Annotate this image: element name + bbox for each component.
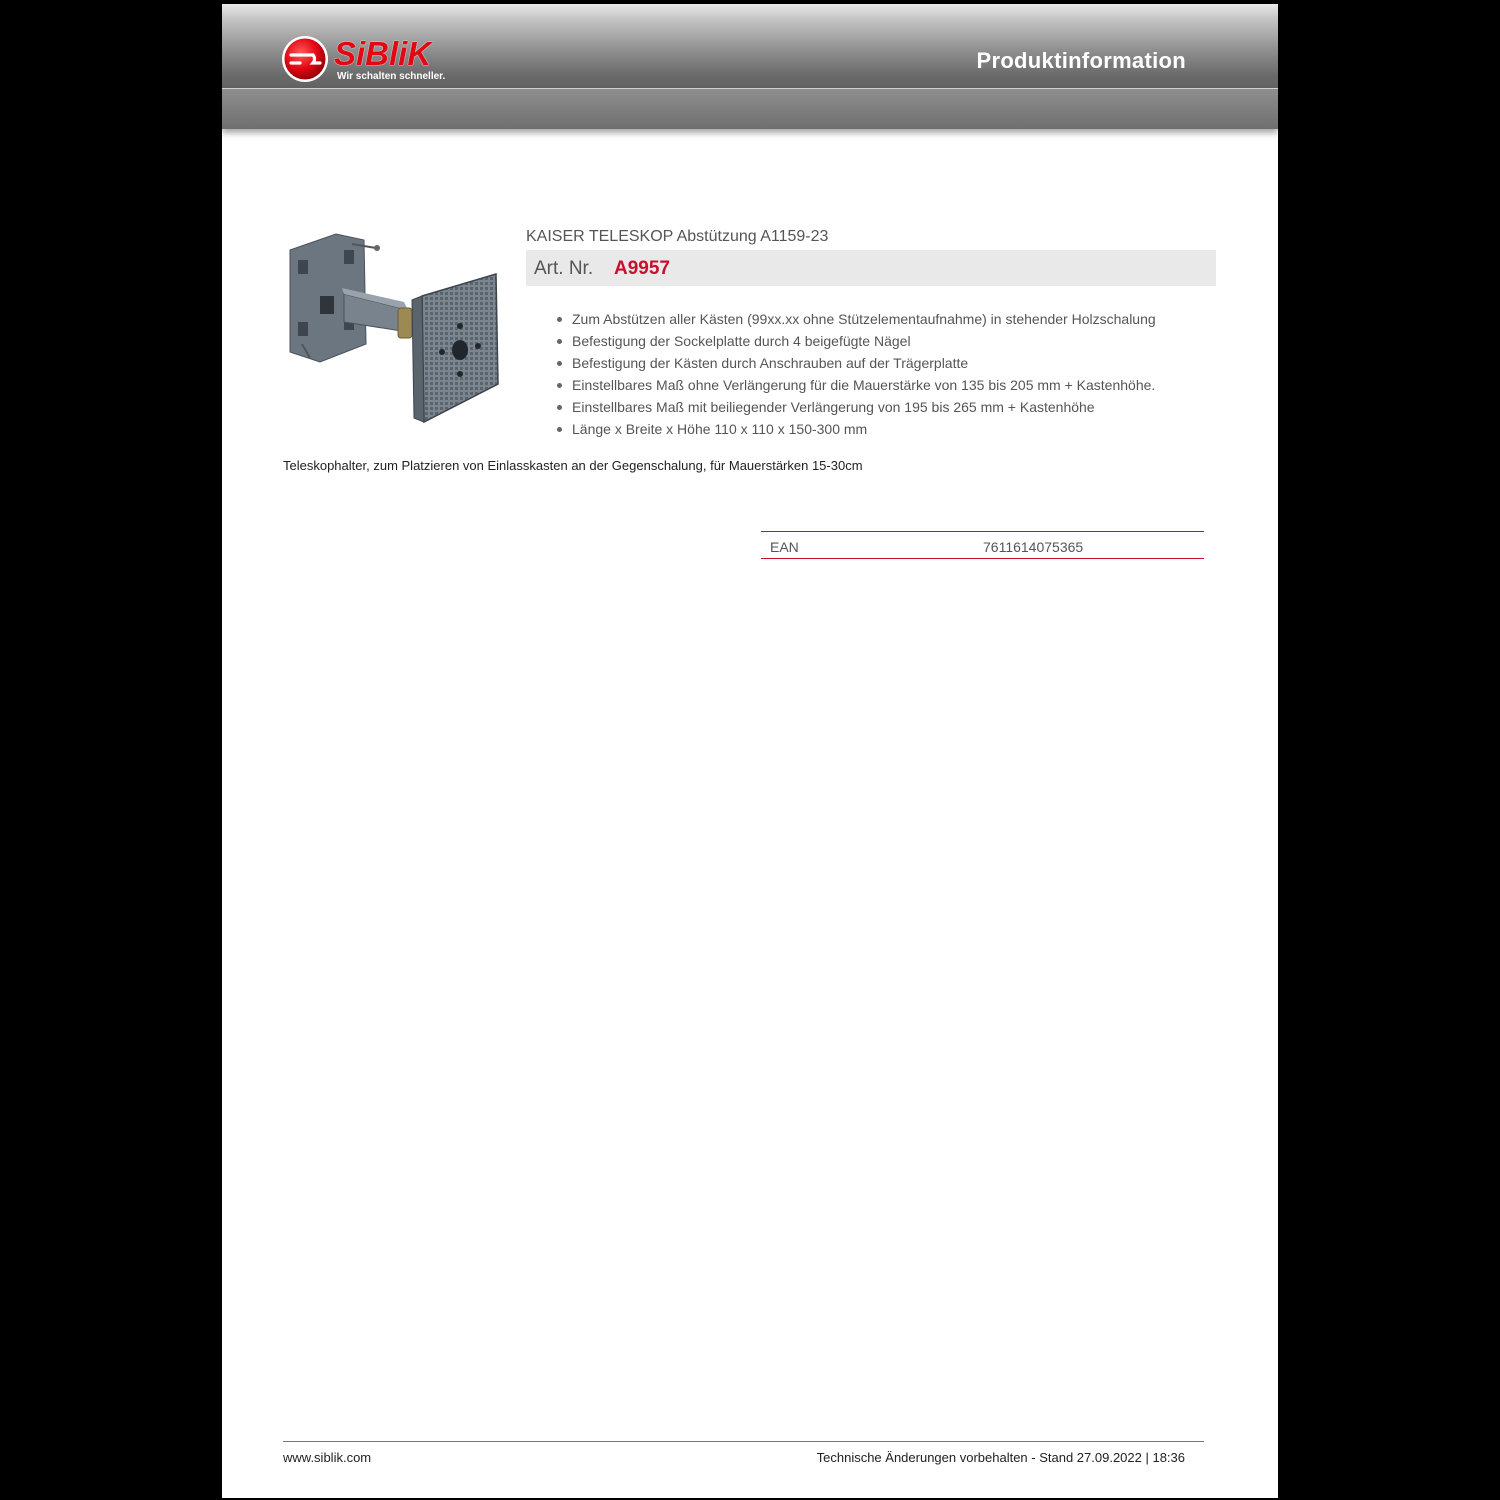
product-title: KAISER TELESKOP Abstützung A1159-23: [526, 228, 829, 245]
feature-item: Einstellbares Maß ohne Verlängerung für die Mauerstärke von 135 bis 205 mm + Kastenhöhe.: [556, 374, 1156, 396]
header-subbar: [222, 89, 1278, 129]
feature-item: Einstellbares Maß mit beiliegender Verlängerung von 195 bis 265 mm + Kastenhöhe: [556, 396, 1156, 418]
feature-item: Befestigung der Sockelplatte durch 4 beigefügte Nägel: [556, 330, 1156, 352]
ean-row: [761, 532, 1204, 558]
ean-value: 7611614075365: [983, 539, 1084, 555]
page-title: Produktinformation: [976, 48, 1186, 73]
product-sheet-page: [222, 4, 1278, 1498]
footer-note: Technische Änderungen vorbehalten - Stand 27.09.2022 | 18:36: [816, 1450, 1185, 1465]
brand-name: SiBliK: [334, 35, 432, 72]
siblik-logo-icon: [280, 34, 330, 84]
product-description: Teleskophalter, zum Platzieren von Einlasskasten an der Gegenschalung, für Mauerstärken 15-30cm: [283, 458, 863, 473]
article-number-bar: [526, 250, 1216, 286]
ean-table: [761, 531, 1204, 559]
article-number-value: A9957: [614, 258, 670, 279]
feature-list: [552, 308, 1156, 440]
footer-website-link[interactable]: www.siblik.com: [283, 1450, 372, 1465]
brand-tagline: Wir schalten schneller.: [337, 71, 446, 82]
ean-bottom-rule: [761, 558, 1204, 559]
feature-item: Zum Abstützen aller Kästen (99xx.xx ohne Stützelementaufnahme) in stehender Holzschalung: [556, 308, 1156, 330]
telescopic-support-icon: [284, 226, 504, 426]
feature-item: Befestigung der Kästen durch Anschrauben auf der Trägerplatte: [556, 352, 1156, 374]
header-bar: [222, 4, 1278, 88]
feature-item: Länge x Breite x Höhe 110 x 110 x 150-300 mm: [556, 418, 1156, 440]
article-number-label: Art. Nr.: [534, 258, 594, 279]
footer-divider: [283, 1441, 1204, 1442]
siblik-logo[interactable]: [280, 34, 470, 86]
ean-label: EAN: [770, 539, 799, 555]
